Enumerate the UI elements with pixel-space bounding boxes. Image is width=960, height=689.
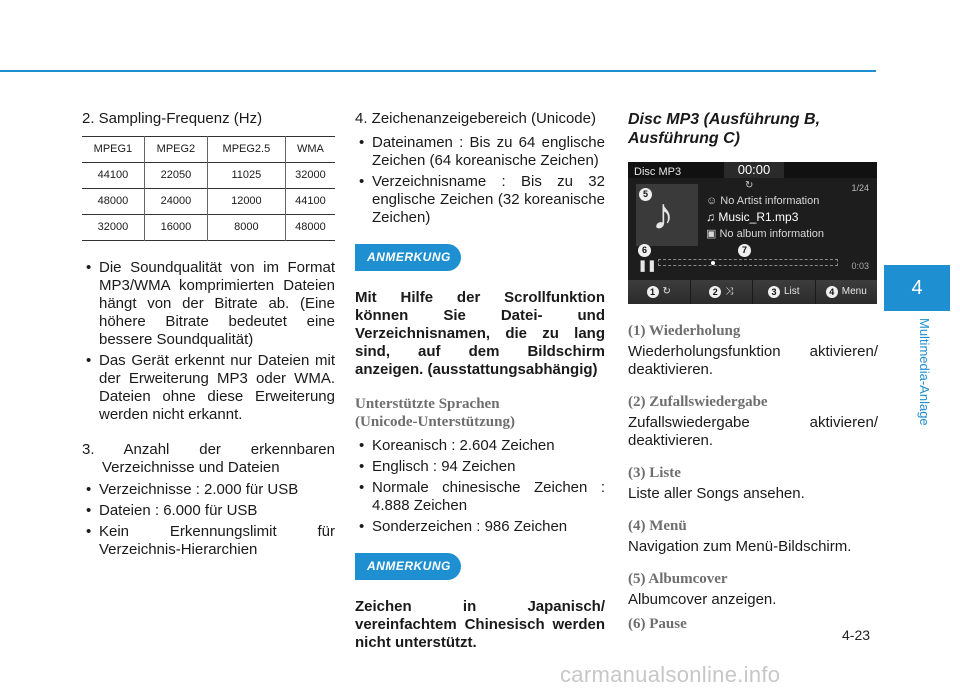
- item-heading: (2) Zufallswiedergabe: [628, 394, 768, 410]
- button-number: 2: [709, 286, 721, 298]
- line: sind, auf dem Bildschirm: [355, 343, 605, 360]
- table-header: MPEG1: [82, 137, 144, 163]
- list-item: • Sonderzeichen : 986 Zeichen: [355, 518, 605, 536]
- line: bessere Soundqualität): [99, 331, 254, 348]
- player-screen: [628, 162, 877, 304]
- list-item: [82, 259, 335, 349]
- button-number: 1: [647, 286, 659, 298]
- line: 3. Anzahl der erkennbaren: [82, 441, 335, 458]
- line: • Verzeichnisname : Bis zu 32: [372, 173, 605, 190]
- sampling-heading: 2. Sampling-Frequenz (Hz): [82, 110, 263, 127]
- note-text: [355, 289, 605, 379]
- pause-icon[interactable]: ❚❚: [638, 260, 657, 272]
- note-icon: ♫: [706, 210, 715, 224]
- progress-handle[interactable]: [711, 261, 715, 265]
- item-heading: (3) Liste: [628, 465, 681, 481]
- table-cell: 12000: [207, 189, 285, 215]
- shuffle-icon: ⤨: [725, 286, 734, 297]
- item-list: [628, 322, 878, 633]
- line: Zeichen in Japanisch/: [355, 598, 605, 615]
- line: englische Zeichen (32 koreanische: [372, 191, 605, 208]
- song-text: Music_R1.mp3: [718, 210, 799, 224]
- table-cell: 22050: [144, 163, 207, 189]
- song-row: [706, 208, 798, 226]
- line: • Dateinamen : Bis zu 64 englische: [372, 134, 605, 151]
- table-row: [82, 163, 335, 189]
- line: • Das Gerät erkennt nur Dateien mit: [99, 352, 335, 369]
- column-2: [355, 110, 605, 652]
- item-heading: (6) Pause: [628, 616, 687, 632]
- line: Disc MP3 (Ausführung B,: [628, 111, 821, 128]
- line: nicht unterstützt.: [355, 634, 477, 651]
- table-cell: 24000: [144, 189, 207, 215]
- column-1: [82, 110, 335, 562]
- line: Verzeichnisse und Dateien: [102, 459, 280, 476]
- line: Dateien ohne diese Erweiterung: [99, 388, 335, 405]
- line: • Die Soundqualität von im Format: [99, 259, 335, 276]
- char-heading: 4. Zeichenanzeigebereich (Unicode): [355, 110, 596, 127]
- shuffle-button[interactable]: [691, 280, 754, 304]
- progress-bar[interactable]: [658, 259, 838, 266]
- line: werden nicht erkannt.: [99, 406, 243, 423]
- lang-heading: [355, 395, 605, 431]
- list-item: [355, 134, 605, 170]
- note-badge: ANMERKUNG: [355, 553, 461, 580]
- table-header: MPEG2.5: [207, 137, 285, 163]
- callout-6: 6: [638, 244, 651, 257]
- table-row: [82, 189, 335, 215]
- album-icon: ▣: [706, 228, 717, 240]
- table-cell: 8000: [207, 215, 285, 241]
- music-note-icon: ♪: [652, 190, 674, 239]
- line: höhere Bitrate bedeutet eine: [99, 313, 335, 330]
- table-header: WMA: [296, 143, 324, 155]
- table-cell: 11025: [207, 163, 285, 189]
- page-number: 4-23: [842, 627, 871, 643]
- item-text: Zufallswiedergabe aktivieren/: [628, 414, 878, 431]
- callout-5: 5: [639, 188, 652, 201]
- line: Unterstützte Sprachen: [355, 396, 500, 412]
- line: hängt von der Bitrate ab. (Eine: [99, 295, 335, 312]
- line: können Sie Datei- und: [355, 307, 605, 324]
- table-cell: 32000: [295, 169, 326, 181]
- item-text: Liste aller Songs ansehen.: [628, 485, 805, 502]
- note-text: [355, 598, 605, 652]
- line: 4.888 Zeichen: [372, 497, 468, 514]
- table-cell: 48000: [82, 189, 144, 215]
- screen-title: Disc MP3: [634, 166, 682, 178]
- line: Verzeichnis-Hierarchien: [99, 541, 258, 558]
- button-label: List: [783, 286, 800, 297]
- elapsed-time: 0:03: [851, 261, 869, 271]
- quality-bullets: [82, 259, 335, 424]
- button-number: 3: [768, 286, 780, 298]
- list-item: [82, 352, 335, 424]
- count-bullets: [82, 481, 335, 559]
- table-header: MPEG2: [144, 137, 207, 163]
- item-text: deaktivieren.: [628, 432, 714, 449]
- repeat-status-icon: ↻: [745, 180, 754, 191]
- list-item: • Englisch : 94 Zeichen: [355, 458, 605, 476]
- repeat-icon: ↻: [662, 286, 671, 297]
- line: Mit Hilfe der Scrollfunktion: [355, 289, 605, 306]
- line: Zeichen (64 koreanische Zeichen): [372, 152, 599, 169]
- line: Ausführung C): [628, 130, 740, 147]
- list-item: [355, 479, 605, 515]
- table-cell: 44100: [82, 163, 144, 189]
- chapter-label: Multimedia-Anlage: [917, 318, 932, 426]
- button-number: 4: [826, 286, 838, 298]
- line: der Erweiterung MP3 oder WMA.: [99, 370, 335, 387]
- screen-buttons: [628, 280, 877, 304]
- table-row: [82, 215, 335, 241]
- note-badge: ANMERKUNG: [355, 244, 461, 271]
- item-heading: (5) Albumcover: [628, 571, 728, 587]
- callout-7: 7: [738, 244, 751, 257]
- track-count: 1/24: [851, 183, 869, 193]
- button-label: Menu: [841, 286, 867, 297]
- section-title: [628, 110, 878, 148]
- item-heading: (1) Wiederholung: [628, 323, 741, 339]
- artist-text: No Artist information: [720, 195, 820, 207]
- line: Verzeichnisnamen, die zu lang: [355, 325, 605, 342]
- clock: 00:00: [724, 162, 784, 178]
- repeat-button[interactable]: [628, 280, 691, 304]
- person-icon: ☺: [706, 195, 718, 207]
- table-header-row: [82, 137, 335, 163]
- sampling-table: [82, 136, 335, 241]
- list-item: [82, 523, 335, 559]
- table-cell: 32000: [82, 215, 144, 241]
- line: MP3/WMA komprimierten Dateien: [99, 277, 335, 294]
- menu-button[interactable]: [816, 280, 878, 304]
- line: vereinfachtem Chinesisch werden: [355, 616, 605, 633]
- album-row: [706, 225, 824, 243]
- column-3: [628, 110, 878, 633]
- list-item: • Verzeichnisse : 2.000 für USB: [82, 481, 335, 499]
- char-bullets: [355, 134, 605, 227]
- list-item: • Koreanisch : 2.604 Zeichen: [355, 437, 605, 455]
- list-button[interactable]: [753, 280, 816, 304]
- chapter-tab[interactable]: 4: [884, 265, 950, 311]
- count-heading: [82, 441, 335, 477]
- line: • Normale chinesische Zeichen :: [372, 479, 605, 496]
- list-item: • Dateien : 6.000 für USB: [82, 502, 335, 520]
- item-heading: (4) Menü: [628, 518, 687, 534]
- table-cell: 44100: [295, 195, 326, 207]
- item-text: deaktivieren.: [628, 361, 714, 378]
- album-text: No album information: [719, 228, 825, 240]
- item-text: Navigation zum Menü-Bildschirm.: [628, 538, 852, 555]
- top-rule: [0, 70, 876, 72]
- line: • Kein Erkennungslimit für: [99, 523, 335, 540]
- watermark: carmanualsonline.info: [560, 662, 781, 687]
- table-cell: 16000: [144, 215, 207, 241]
- table-cell: 48000: [295, 221, 326, 233]
- lang-bullets: [355, 437, 605, 536]
- line: (Unicode-Unterstützung): [355, 414, 515, 430]
- line: anzeigen. (ausstattungsabhängig): [355, 361, 598, 378]
- item-text: Albumcover anzeigen.: [628, 591, 777, 608]
- list-item: [355, 173, 605, 227]
- line: Zeichen): [372, 209, 431, 226]
- item-text: Wiederholungsfunktion aktivieren/: [628, 343, 878, 360]
